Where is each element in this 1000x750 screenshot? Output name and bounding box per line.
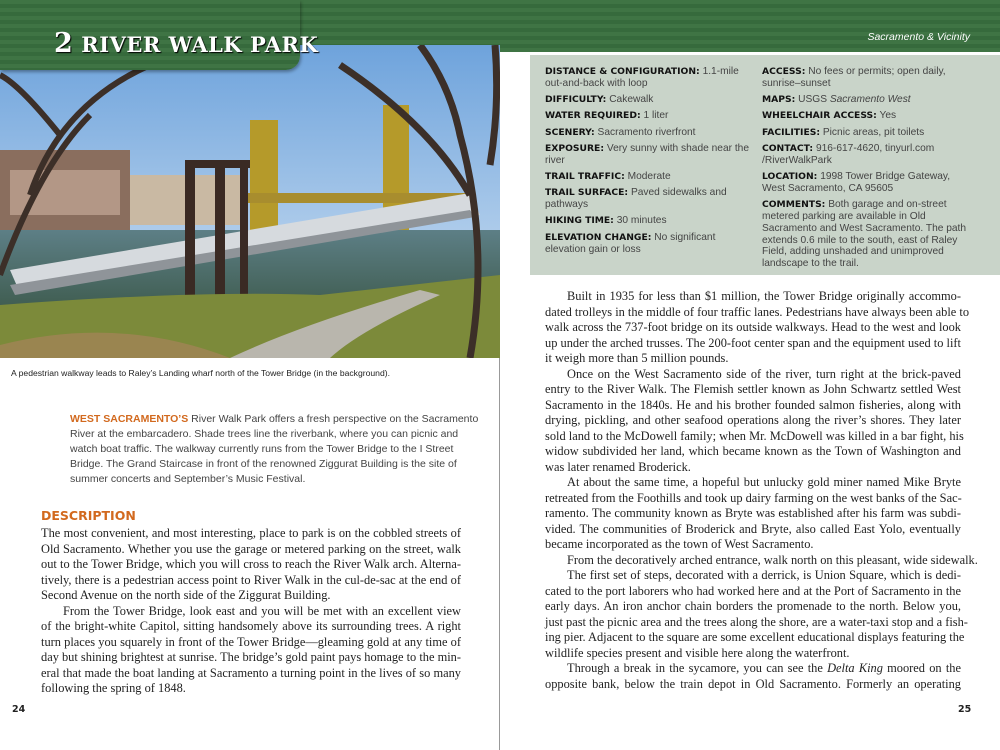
- info-field: [762, 66, 974, 90]
- info-label: DIFFICULTY:: [545, 94, 607, 106]
- body-line: The first set of steps, decorated with a derrick, is Union Square, which is dedi-: [567, 568, 961, 582]
- intro-text: River Walk Park offers a fresh perspective on the Sacramento River at the embarcadero. Shade trees line the riverbank, where you can picnic and watch boat traffic. The walkway currently runs from the Tower Bridge to the I Street Bridge. The Grand Staircase in front of the renowned Ziggurat Building is the site of summer concerts and September’s Music Festival.: [70, 413, 479, 485]
- body-line: it weigh more than 5 million pounds.: [545, 351, 729, 365]
- hike-name: RIVER WALK PARK: [81, 32, 319, 57]
- section-heading-description: DESCRIPTION: [41, 508, 136, 523]
- body-line: ramento. The community known as Bryte was established after his farm was subdi-: [545, 506, 961, 520]
- info-value: 1998 Tower Bridge Gateway, West Sacramento, CA 95605: [762, 171, 951, 194]
- info-value: 30 minutes: [616, 215, 667, 227]
- body-line: dated trolleys in the middle of four traffic lanes. Pedestrians have always been able to: [545, 304, 970, 319]
- body-line: was later renamed Broderick.: [545, 459, 691, 474]
- info-field: [545, 94, 757, 106]
- body-line: eral that made the boat landing at Sacramento a turning point in the lives of so many: [41, 665, 461, 680]
- info-field: [545, 171, 757, 183]
- info-value: Picnic areas, pit toilets: [822, 126, 925, 138]
- info-label: ELEVATION CHANGE:: [545, 231, 652, 243]
- info-label: TRAIL SURFACE:: [545, 187, 629, 199]
- body-line: early days. An iron anchor chain borders the promenade to the north. Below you,: [545, 599, 961, 613]
- info-value: 916-617-4620, tinyurl.com /RiverWalkPark: [762, 142, 935, 166]
- intro-lead: WEST SACRAMENTO’S: [70, 413, 189, 425]
- trail-info-box: [530, 55, 1000, 275]
- info-label: WATER REQUIRED:: [545, 110, 641, 122]
- body-line: became incorporated as the town of West Sacramento.: [545, 537, 814, 551]
- body-line: From the Tower Bridge, look east and you will be met with an excellent view: [63, 603, 461, 618]
- info-value: Very sunny with shade near the river: [545, 142, 750, 166]
- body-line: drying, pickling, and other seafood operations along the river’s shores. They later: [545, 413, 961, 427]
- info-value: Cakewalk: [609, 94, 654, 106]
- body-line: day but shining brightest at sunrise. The bridge’s gold paint pays homage to the min-: [41, 650, 461, 664]
- info-value: 1 liter: [643, 110, 669, 122]
- info-label: WHEELCHAIR ACCESS:: [762, 110, 877, 122]
- info-label: SCENERY:: [545, 126, 595, 138]
- body-line: just past the picnic area and the trees along the shore, are a water-taxi stop and a fish-: [545, 614, 968, 629]
- info-value-italic: Sacramento West: [829, 94, 911, 106]
- info-value: No significant elevation gain or loss: [545, 231, 716, 255]
- info-label: HIKING TIME:: [545, 215, 614, 227]
- right-body-text: [545, 289, 978, 692]
- intro-paragraph: [70, 412, 480, 487]
- body-line: retreated from the Foothills and took up dairy farming on the west banks of the Sac-: [545, 490, 962, 505]
- right-page: [500, 0, 1000, 750]
- body-line: opposite bank, below the train depot in Old Sacramento. Formerly an operating: [545, 676, 961, 691]
- river-walk-photo: [0, 45, 500, 358]
- header-band-right: [500, 0, 1000, 52]
- info-label: ACCESS:: [762, 66, 806, 77]
- body-line: tively, there is a pedestrian access point to River Walk in the cul-de-sac at the end of: [41, 572, 461, 587]
- left-body-text: [41, 526, 461, 697]
- body-line: Built in 1935 for less than $1 million, the Tower Bridge originally accommo-: [567, 289, 961, 303]
- body-line: out to the Tower Bridge, which you will cross to reach the River Walk arch. Alterna-: [41, 557, 461, 571]
- hike-number: 2: [54, 28, 74, 59]
- info-value: No fees or permits; open daily, sunrise–sunset: [762, 66, 946, 89]
- info-field: [762, 127, 974, 139]
- info-label: EXPOSURE:: [545, 142, 605, 154]
- info-label: LOCATION:: [762, 171, 818, 183]
- info-field: [762, 199, 974, 270]
- body-line: following the spring of 1848.: [41, 681, 186, 695]
- info-column-right: [762, 66, 974, 274]
- info-value: Both garage and on-street metered parking are available in Old Sacramento and West Sacramento. The path extends 0.6 mile to the south, east of Raley Field, adding unshaded and unimproved landscape to the trail.: [762, 199, 967, 270]
- body-line: vided. The communities of Broderick and Bryte, also called East Yolo, eventually: [545, 521, 961, 536]
- body-line: Through a break in the sycamore, you can see the Delta King moored on the: [567, 661, 961, 675]
- info-value: Sacramento riverfront: [597, 126, 696, 138]
- body-line: up under the arched trusses. The 200-foot center span and the equipment used to lift: [545, 335, 961, 350]
- body-line: widow subdivided her land, which became known as the Town of Washington and: [545, 444, 961, 458]
- hike-title: [54, 28, 318, 59]
- body-line: Once on the West Sacramento side of the river, turn right at the brick-paved: [567, 366, 961, 381]
- info-field: [762, 110, 974, 122]
- title-tab: [0, 0, 319, 70]
- body-line: of the bright-white Capitol, sitting handsomely above its surrounding trees. A right: [41, 619, 461, 633]
- info-label: COMMENTS:: [762, 199, 826, 211]
- info-value: Paved sidewalks and pathways: [545, 187, 727, 211]
- info-field: [762, 94, 974, 106]
- body-line: At about the same time, a hopeful but unlucky gold miner named Mike Bryte: [567, 475, 961, 489]
- info-field: [545, 215, 757, 227]
- info-field: [762, 143, 974, 167]
- info-label: TRAIL TRAFFIC:: [545, 171, 625, 183]
- italic-title: Delta King: [827, 661, 883, 675]
- info-field: [545, 187, 757, 211]
- body-line: cated to the port laborers who had worked here and at the Port of Sacramento in the: [545, 583, 961, 598]
- page-number-right: 25: [958, 704, 972, 715]
- body-line: From the decoratively arched entrance, walk north on this pleasant, wide sidewalk.: [567, 552, 978, 567]
- info-field: [545, 232, 757, 256]
- info-value: USGS: [798, 94, 827, 106]
- body-line: turn places you squarely in front of the Tower Bridge—gleaming gold at any time of: [41, 634, 461, 649]
- info-value: Moderate: [627, 171, 671, 183]
- page-number-left: 24: [12, 704, 26, 715]
- info-field: [545, 110, 757, 122]
- info-field: [545, 127, 757, 139]
- info-field: [545, 66, 757, 90]
- body-line: ing pier. Adjacent to the square are some excellent educational displays featuring the: [545, 630, 965, 644]
- body-line: Second Avenue on the north side of the Ziggurat Building.: [41, 588, 331, 602]
- info-label: CONTACT:: [762, 142, 814, 154]
- body-line: wildlife species present and visible here along the waterfront.: [545, 645, 850, 660]
- info-label: FACILITIES:: [762, 126, 821, 138]
- body-line: Sacramento in the 1840s. He and his brother founded salmon fisheries, along with: [545, 397, 961, 412]
- body-line: walk across the 737-foot bridge on its outside walkways. Head to the west and look: [545, 320, 961, 334]
- info-label: DISTANCE & CONFIGURATION:: [545, 66, 700, 77]
- body-line: sold land to the McDowell family; when Mr. McDowell was killed in a bar fight, his: [545, 428, 964, 443]
- info-field: [762, 171, 974, 195]
- photo-caption: A pedestrian walkway leads to Raley’s Landing wharf north of the Tower Bridge (in the background).: [11, 368, 390, 378]
- info-label: MAPS:: [762, 94, 796, 106]
- info-value: Yes: [879, 110, 897, 122]
- body-line: entry to the River Walk. The Flemish settler known as John Schwartz settled West: [545, 382, 961, 396]
- info-column-left: [545, 66, 757, 260]
- info-field: [545, 143, 757, 167]
- body-line: Old Sacramento. Whether you use the garage or metered parking on the street, walk: [41, 541, 461, 556]
- body-line: The most convenient, and most interesting, place to park is on the cobbled streets of: [41, 526, 461, 540]
- info-value: 1.1-mile out-and-back with loop: [545, 66, 739, 89]
- region-label: Sacramento & Vicinity: [867, 31, 970, 43]
